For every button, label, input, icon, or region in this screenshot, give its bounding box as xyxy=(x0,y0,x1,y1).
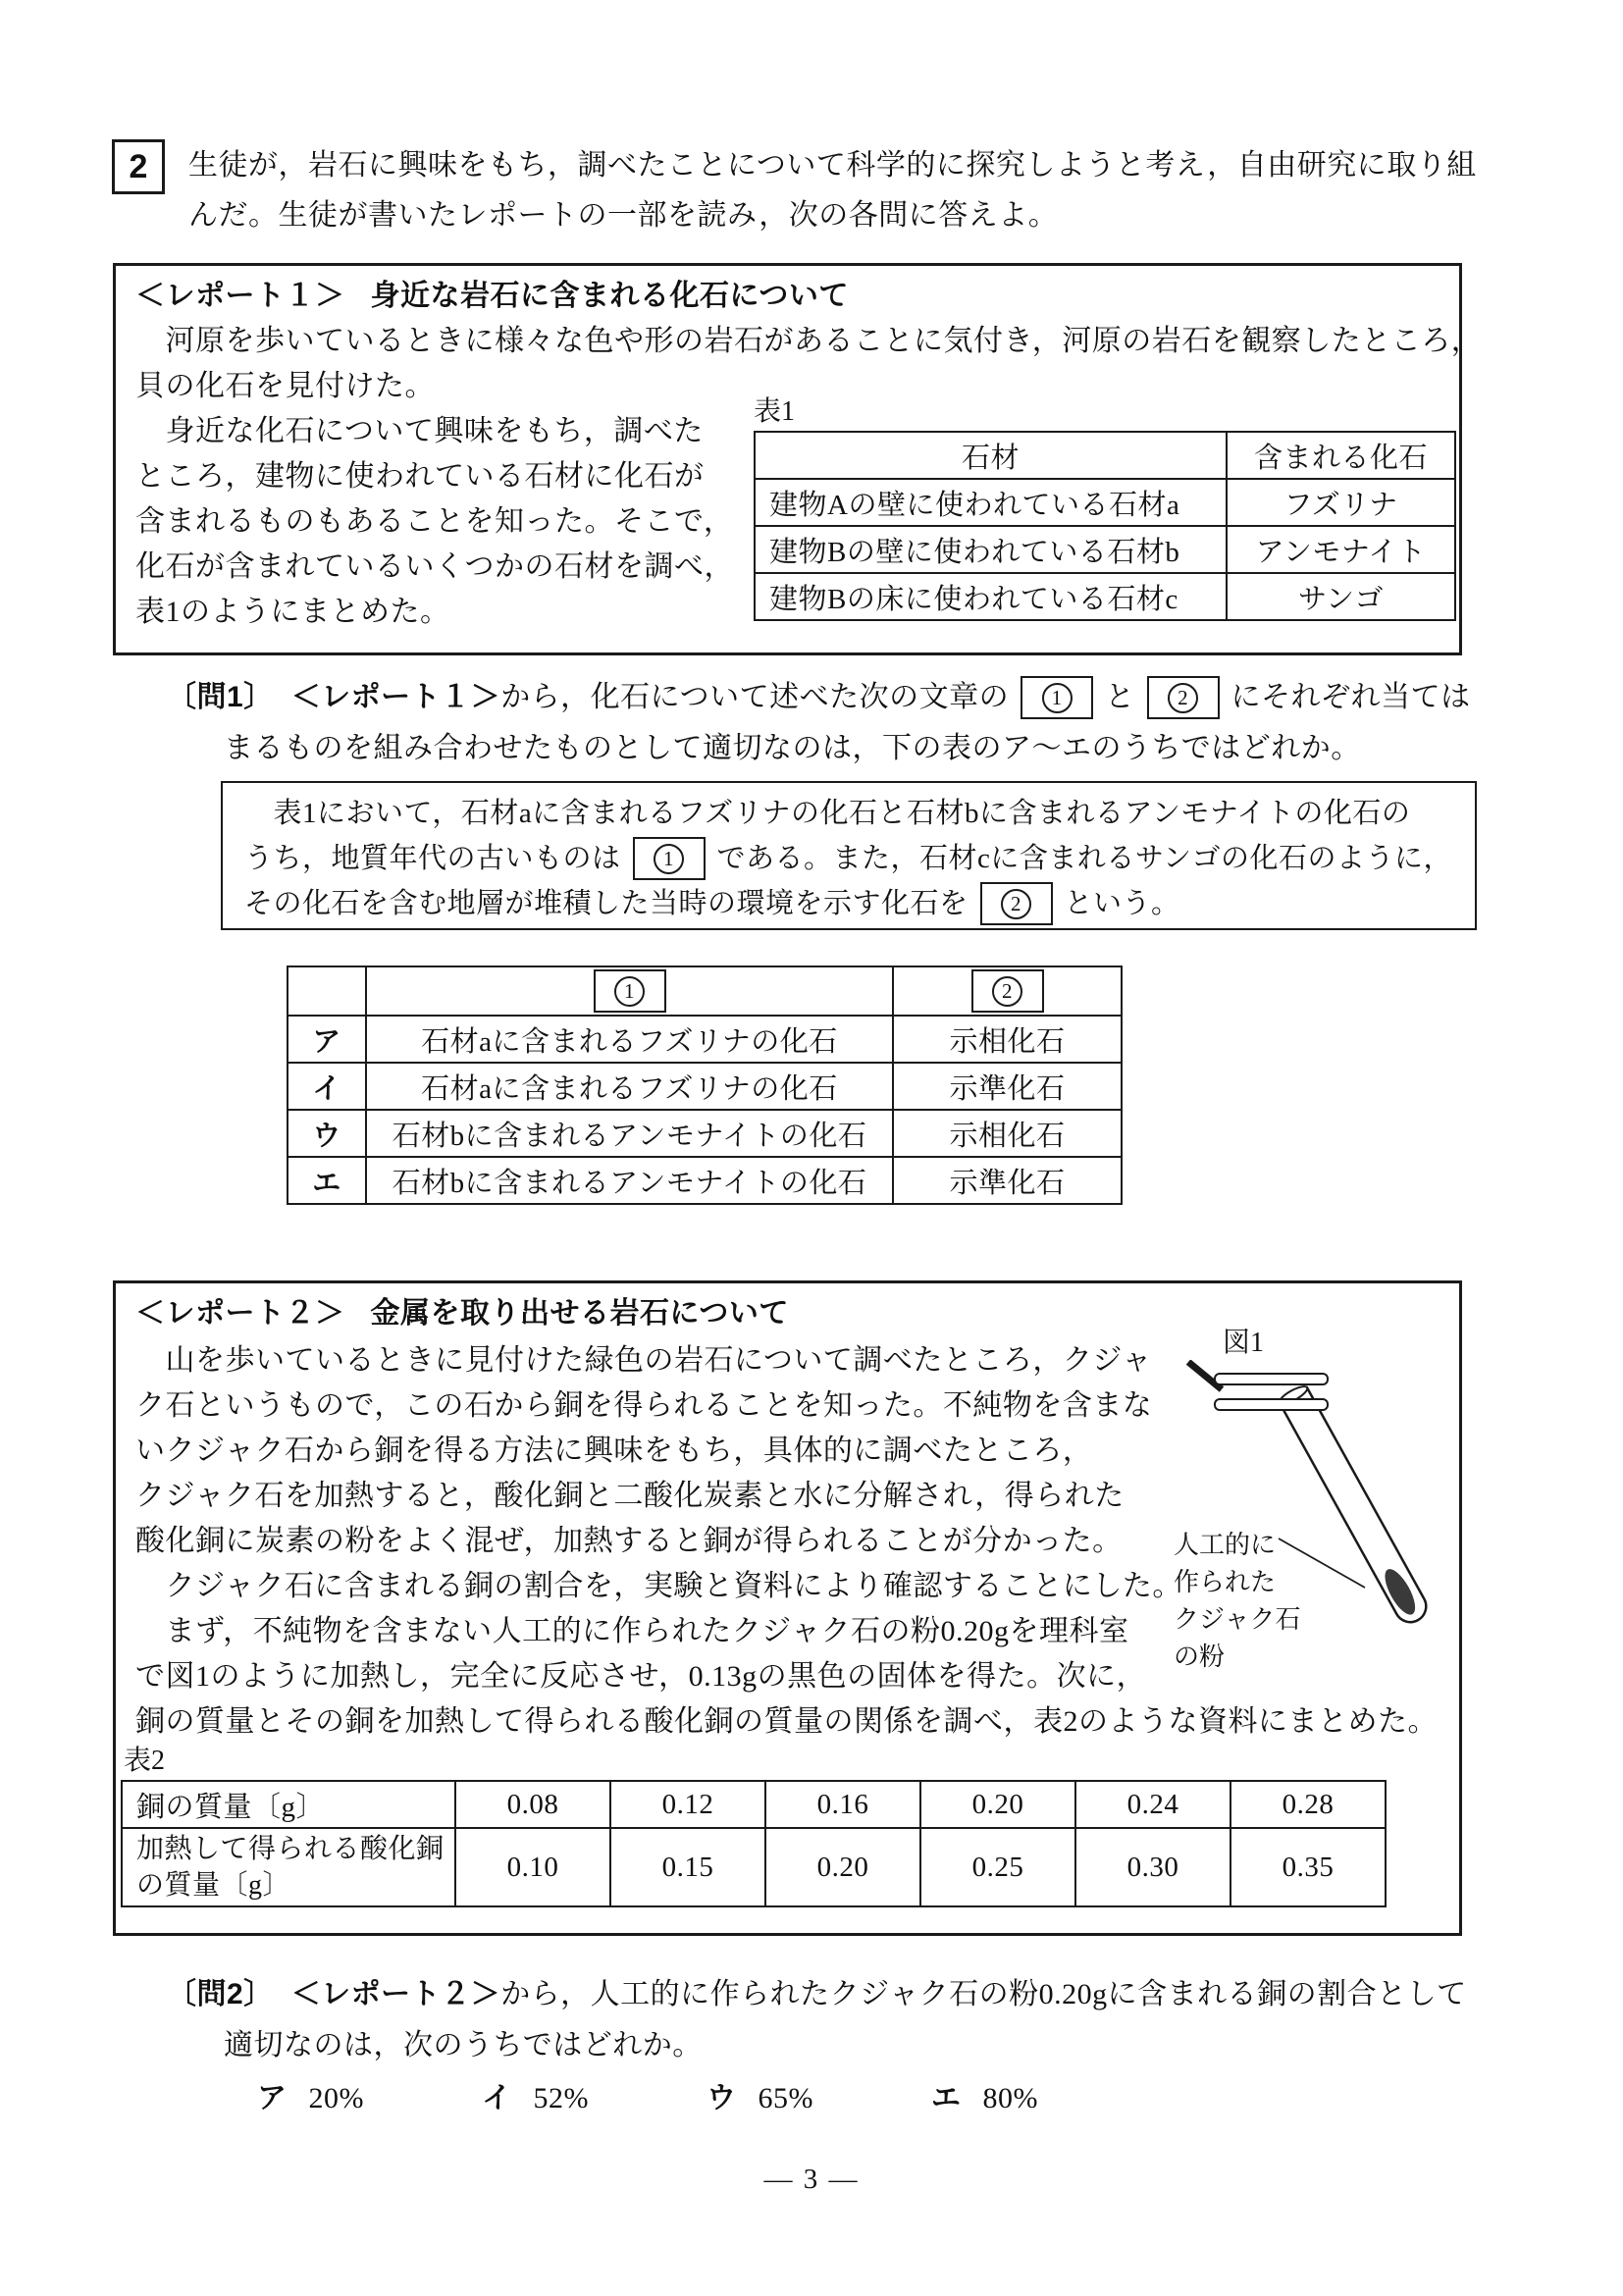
circled-2-icon: 2 xyxy=(992,976,1022,1007)
answer-cell-2: 示相化石 xyxy=(893,1016,1122,1063)
table-row xyxy=(755,479,1455,526)
table2-row1-label: 銅の質量〔g〕 xyxy=(122,1781,455,1828)
report2-paragraph-line: で図1のように加熱し，完全に反応させ，0.13gの黒色の固体を得た。次に， xyxy=(135,1660,1147,1693)
table-row xyxy=(288,1110,1122,1157)
test-tube-icon xyxy=(1278,1383,1432,1628)
clamp-upper-jaw xyxy=(1215,1374,1328,1384)
circled-1-icon: 1 xyxy=(654,844,684,874)
option-i-label: イ xyxy=(482,2082,512,2114)
answer-cell-1: 石材aに含まれるフズリナの化石 xyxy=(366,1016,893,1063)
blank-box-2 xyxy=(980,882,1053,925)
report2-title-line xyxy=(135,1291,789,1336)
table1-cell-material: 建物Bの壁に使われている石材b xyxy=(755,526,1227,573)
figure1-label-line: 作られた xyxy=(1174,1568,1277,1596)
report1-paragraph-line: 含まれるものもあることを知った。そこで， xyxy=(135,505,734,538)
answer-table-header-2 xyxy=(893,966,1122,1016)
table2-value: 0.25 xyxy=(920,1828,1075,1906)
table-row xyxy=(755,573,1455,620)
quote-line3-before: その化石を含む地層が堆積した当時の環境を示す化石を xyxy=(244,888,969,919)
table2-value: 0.12 xyxy=(610,1781,765,1828)
question2-line2: 適切なのは，次のうちではどれか。 xyxy=(224,2029,703,2061)
figure1-label-line: の粉 xyxy=(1174,1643,1226,1671)
answer-row-label: ア xyxy=(288,1016,366,1063)
table2-value: 0.20 xyxy=(765,1828,920,1906)
table1-cell-material: 建物Aの壁に使われている石材a xyxy=(755,479,1227,526)
blank-box-2 xyxy=(1147,676,1220,719)
circled-1-icon: 1 xyxy=(614,976,645,1007)
circled-1-icon: 1 xyxy=(1042,683,1073,713)
question1-answer-table xyxy=(287,965,1123,1205)
table2-caption: 表2 xyxy=(124,1746,166,1776)
question1-report-ref: ＜レポート１＞ xyxy=(290,681,501,713)
report2-title: 金属を取り出せる岩石について xyxy=(370,1297,789,1330)
table2-value: 0.35 xyxy=(1230,1828,1386,1906)
quote-line2 xyxy=(244,836,1452,881)
table2-value: 0.20 xyxy=(920,1781,1075,1828)
question1-quote-box xyxy=(221,781,1477,930)
report1-paragraph-line: ところ，建物に使われている石材に化石が xyxy=(135,460,705,493)
quote-line2-after: である。また，石材cに含まれるサンゴの化石のように， xyxy=(716,843,1452,874)
table1-header-material: 石材 xyxy=(755,432,1227,479)
table1 xyxy=(754,431,1456,621)
question2-label: 〔問2〕 xyxy=(167,1978,274,2010)
report2-paragraph-line: クジャク石を加熱すると，酸化銅と二酸化炭素と水に分解され，得られた xyxy=(135,1480,1125,1512)
report1-paragraph-line: 河原を歩いているときに様々な色や形の岩石があることに気付き，河原の岩石を観察したところ， xyxy=(135,325,1482,357)
report2-paragraph-line: 山を歩いているときに見付けた緑色の岩石について調べたところ，クジャ xyxy=(135,1344,1152,1377)
answer-table-header-1 xyxy=(366,966,893,1016)
report2-paragraph-line: ク石というもので，この石から銅を得られることを知った。不純物を含まな xyxy=(135,1389,1153,1422)
answer-cell-2: 示準化石 xyxy=(893,1157,1122,1204)
option-u-label: ウ xyxy=(707,2082,737,2114)
table2-value: 0.30 xyxy=(1075,1828,1230,1906)
question2-line1 xyxy=(167,1972,1467,2017)
question1-text-after: にそれぞれ当ては xyxy=(1230,681,1471,713)
page-number: ― 3 ― xyxy=(763,2164,860,2195)
table2-value: 0.10 xyxy=(455,1828,610,1906)
table2-copper-row xyxy=(122,1781,1386,1828)
report2-box xyxy=(113,1280,1462,1936)
report2-paragraph-line: いクジャク石から銅を得る方法に興味をもち，具体的に調べたところ， xyxy=(135,1435,1093,1467)
option-u xyxy=(707,2076,813,2121)
report1-paragraph-line: 身近な化石について興味をもち，調べた xyxy=(135,415,704,447)
table1-cell-fossil: フズリナ xyxy=(1227,479,1455,526)
table2 xyxy=(121,1780,1387,1907)
answer-cell-1: 石材bに含まれるアンモナイトの化石 xyxy=(366,1110,893,1157)
table-row xyxy=(755,526,1455,573)
report1-title-line xyxy=(135,274,849,319)
option-e-value: 80% xyxy=(982,2082,1038,2114)
report2-tag: ＜レポート２＞ xyxy=(135,1297,345,1330)
table2-value: 0.24 xyxy=(1075,1781,1230,1828)
question-number-box: 2 xyxy=(112,139,165,194)
question1-text-before: から，化石について述べた次の文章の xyxy=(500,681,1010,713)
report1-paragraph-line: 表1のようにまとめた。 xyxy=(135,596,450,628)
report2-paragraph-line: まず，不純物を含まない人工的に作られたクジャク石の粉0.20gを理科室 xyxy=(135,1615,1129,1647)
question1-line2: まるものを組み合わせたものとして適切なのは，下の表のア～エのうちではどれか。 xyxy=(224,732,1361,764)
intro-line2: んだ。生徒が書いたレポートの一部を読み，次の各問に答えよ。 xyxy=(188,199,1059,232)
report1-paragraph-line: 化石が含まれているいくつかの石材を調べ， xyxy=(135,550,734,583)
table1-cell-fossil: アンモナイト xyxy=(1227,526,1455,573)
option-a-label: ア xyxy=(257,2082,288,2114)
report1-tag: ＜レポート１＞ xyxy=(135,280,345,312)
option-e-label: エ xyxy=(931,2082,962,2114)
figure-label-pointer xyxy=(1279,1539,1365,1588)
option-a-value: 20% xyxy=(308,2082,364,2114)
answer-table-header-row xyxy=(288,966,1122,1016)
option-a xyxy=(257,2076,364,2121)
report1-box xyxy=(113,263,1482,655)
circled-2-icon: 2 xyxy=(1001,889,1031,919)
blank-box-1 xyxy=(633,837,706,880)
answer-cell-1: 石材aに含まれるフズリナの化石 xyxy=(366,1063,893,1110)
quote-line3-after: という。 xyxy=(1064,888,1180,919)
question2-options xyxy=(257,2076,1038,2121)
figure1-label-line: 人工的に xyxy=(1174,1531,1277,1559)
answer-table-header-empty xyxy=(288,966,366,1016)
answer-cell-2: 示相化石 xyxy=(893,1110,1122,1157)
blank-box-1 xyxy=(594,969,666,1013)
clamp-lower-jaw xyxy=(1215,1399,1328,1410)
option-e xyxy=(931,2076,1038,2121)
table1-cell-material: 建物Bの床に使われている石材c xyxy=(755,573,1227,620)
question1-line1 xyxy=(167,675,1471,720)
question1-text-mid: と xyxy=(1105,681,1135,713)
circled-2-icon: 2 xyxy=(1168,683,1198,713)
quote-line3 xyxy=(244,881,1180,926)
answer-row-label: ウ xyxy=(288,1110,366,1157)
report1-paragraph-line: 貝の化石を見付けた。 xyxy=(135,370,435,402)
option-i-value: 52% xyxy=(533,2082,589,2114)
question2-report-ref: ＜レポート２＞ xyxy=(290,1978,501,2010)
blank-box-1 xyxy=(1021,676,1093,719)
figure1-caption: 図1 xyxy=(1223,1328,1265,1358)
report2-paragraph-line: 酸化銅に炭素の粉をよく混ぜ，加熱すると銅が得られることが分かった。 xyxy=(135,1525,1123,1557)
quote-line1: 表1において，石材aに含まれるフズリナの化石と石材bに含まれるアンモナイトの化石の xyxy=(244,798,1411,829)
intro-line1: 生徒が，岩石に興味をもち，調べたことについて科学的に探究しようと考え，自由研究に取り組 xyxy=(188,149,1477,182)
report2-paragraph-line: クジャク石に含まれる銅の割合を，実験と資料により確認することにした。 xyxy=(135,1570,1182,1602)
table2-row2-label: 加熱して得られる酸化銅の質量〔g〕 xyxy=(122,1828,455,1906)
report1-title: 身近な岩石に含まれる化石について xyxy=(370,280,849,312)
table2-value: 0.28 xyxy=(1230,1781,1386,1828)
table2-oxide-row xyxy=(122,1828,1386,1906)
table2-value: 0.15 xyxy=(610,1828,765,1906)
table1-cell-fossil: サンゴ xyxy=(1227,573,1455,620)
question2-text: から，人工的に作られたクジャク石の粉0.20gに含まれる銅の割合として xyxy=(500,1978,1467,2010)
table-row xyxy=(288,1157,1122,1204)
option-i xyxy=(482,2076,589,2121)
table1-header-fossil: 含まれる化石 xyxy=(1227,432,1455,479)
blank-box-2 xyxy=(971,969,1044,1013)
option-u-value: 65% xyxy=(758,2082,813,2114)
answer-cell-1: 石材bに含まれるアンモナイトの化石 xyxy=(366,1157,893,1204)
table-row xyxy=(288,1016,1122,1063)
table2-value: 0.08 xyxy=(455,1781,610,1828)
figure1-label-line: クジャク石 xyxy=(1174,1605,1301,1634)
table-row xyxy=(288,1063,1122,1110)
answer-cell-2: 示準化石 xyxy=(893,1063,1122,1110)
quote-line2-before: うち，地質年代の古いものは xyxy=(244,843,621,874)
answer-row-label: エ xyxy=(288,1157,366,1204)
table2-value: 0.16 xyxy=(765,1781,920,1828)
table1-caption: 表1 xyxy=(754,396,796,427)
table1-header-row xyxy=(755,432,1455,479)
answer-row-label: イ xyxy=(288,1063,366,1110)
report2-paragraph-line: 銅の質量とその銅を加熱して得られる酸化銅の質量の関係を調べ，表2のような資料にまとめた。 xyxy=(135,1705,1438,1738)
question1-label: 〔問1〕 xyxy=(167,681,274,713)
